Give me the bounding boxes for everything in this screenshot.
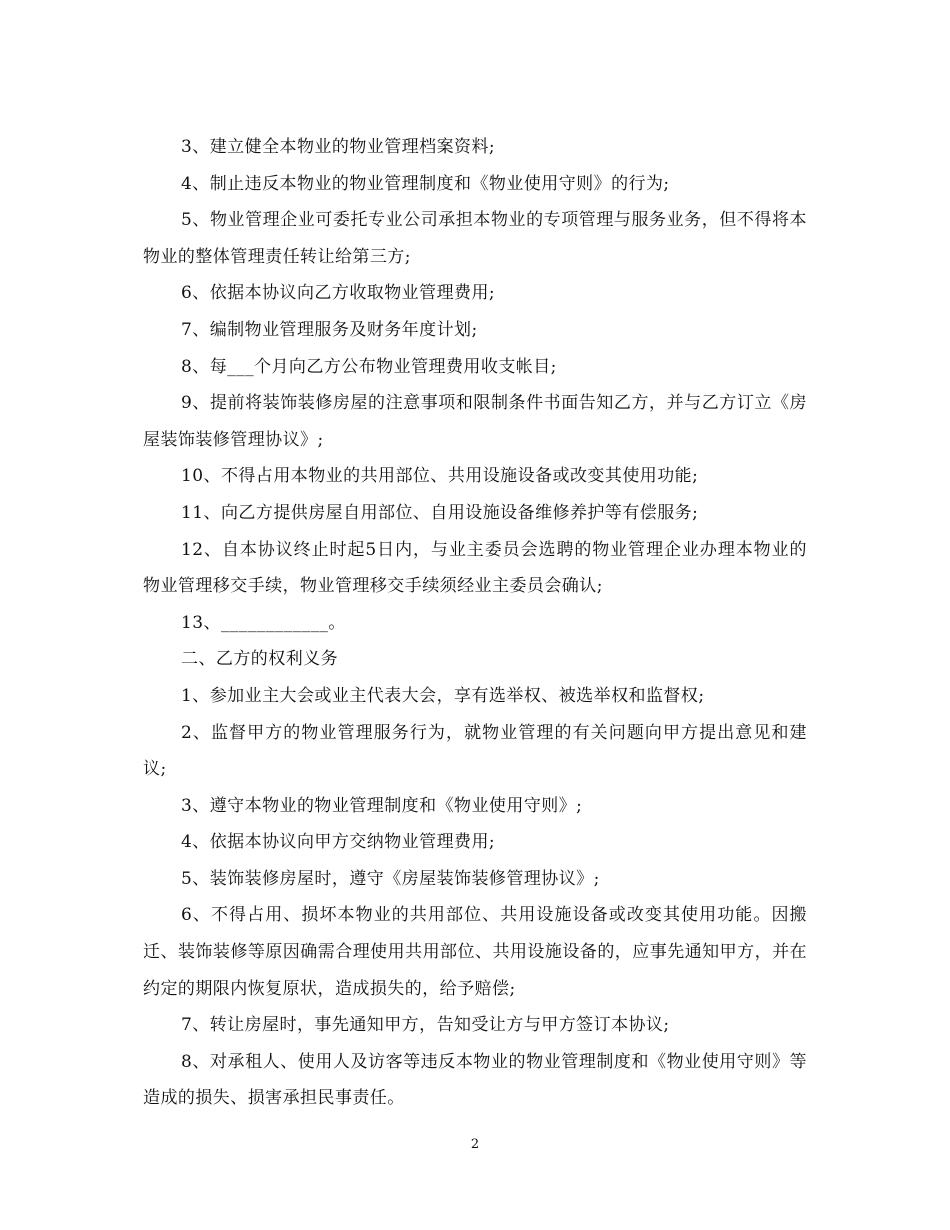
paragraph-item-10: 10、不得占用本物业的共用部位、共用设施设备或改变其使用功能;	[181, 466, 699, 487]
paragraph-item-12: 12、自本协议终止时起5日内，与业主委员会选聘的物业管理企业办理本物业的物业管理移交手续，物业管理移交手续须经业主委员会确认;	[143, 539, 807, 597]
paragraph-item-6: 6、依据本协议向乙方收取物业管理费用;	[181, 283, 496, 304]
paragraph-b-item-3: 3、遵守本物业的物业管理制度和《物业使用守则》;	[181, 795, 583, 816]
paragraph-item-13: 13、____________。	[181, 612, 346, 633]
paragraph-b-item-5: 5、装饰装修房屋时，遵守《房屋装饰装修管理协议》;	[181, 868, 600, 889]
paragraph-item-11: 11、向乙方提供房屋自用部位、自用设施设备维修养护等有偿服务;	[181, 502, 699, 523]
paragraph-b-item-1: 1、参加业主大会或业主代表大会，享有选举权、被选举权和监督权;	[181, 685, 705, 706]
paragraph-item-5: 5、物业管理企业可委托专业公司承担本物业的专项管理与服务业务，但不得将本物业的整体管理责任转让给第三方;	[143, 210, 807, 267]
paragraph-b-item-7: 7、转让房屋时，事先通知甲方，告知受让方与甲方签订本协议;	[181, 1015, 670, 1036]
paragraph-item-4: 4、制止违反本物业的物业管理制度和《物业使用守则》的行为;	[181, 173, 670, 194]
paragraph-item-9: 9、提前将装饰装修房屋的注意事项和限制条件书面告知乙方，并与乙方订立《房屋装饰装修管理协议》;	[143, 393, 807, 450]
page-number: 2	[470, 1137, 480, 1152]
paragraph-item-8: 8、每___个月向乙方公布物业管理费用收支帐目;	[181, 356, 557, 377]
paragraph-item-7: 7、编制物业管理服务及财务年度计划;	[181, 319, 478, 340]
section-heading-party-b: 二、乙方的权利义务	[181, 649, 339, 670]
paragraph-b-item-4: 4、依据本协议向甲方交纳物业管理费用;	[181, 832, 496, 853]
paragraph-b-item-8: 8、对承租人、使用人及访客等违反本物业的物业管理制度和《物业使用守则》等造成的损失、损害承担民事责任。	[143, 1051, 807, 1109]
paragraph-item-3: 3、建立健全本物业的物业管理档案资料;	[181, 137, 496, 157]
document-body	[143, 129, 807, 1117]
paragraph-b-item-2: 2、监督甲方的物业管理服务行为，就物业管理的有关问题向甲方提出意见和建议;	[143, 722, 807, 780]
paragraph-b-item-6: 6、不得占用、损坏本物业的共用部位、共用设施设备或改变其使用功能。因搬迁、装饰装修等原因确需合理使用共用部位、共用设施设备的，应事先通知甲方，并在约定的期限内恢复原状，造成损失的，给予赔偿;	[143, 905, 807, 999]
